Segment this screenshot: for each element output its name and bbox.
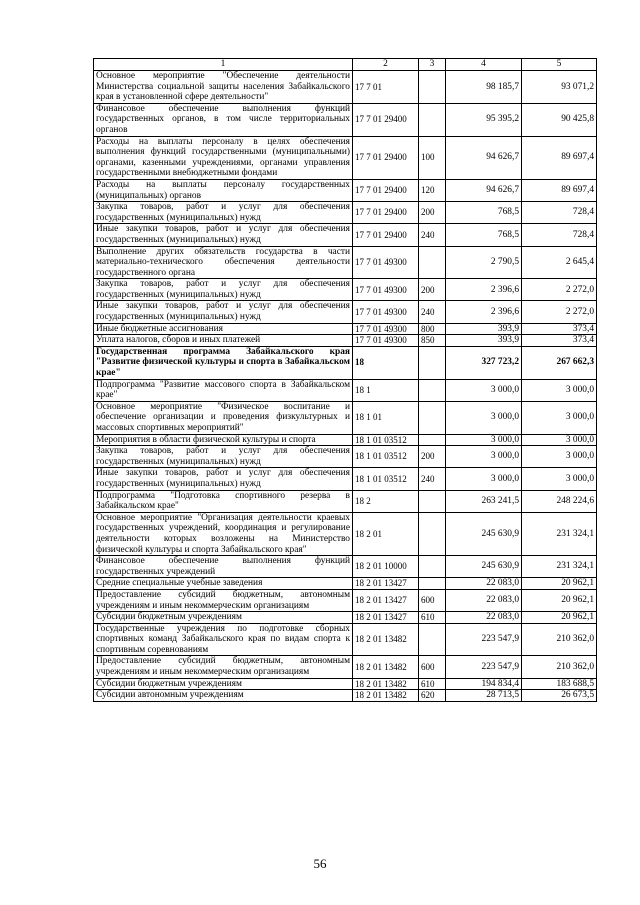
row-expense-type	[419, 556, 446, 578]
row-amount-col5: 20 962,1	[522, 589, 597, 611]
row-amount-col5: 3 000,0	[522, 434, 597, 446]
row-amount-col5: 20 962,1	[522, 612, 597, 624]
row-amount-col4: 98 185,7	[446, 71, 522, 104]
row-amount-col4: 2 396,6	[446, 301, 522, 323]
row-name: Основное мероприятие "Физическое воспитание и обеспечение организации и проведения физкультурных и массовых спортивных мероприятий"	[94, 401, 353, 434]
row-amount-col4: 768,5	[446, 202, 522, 224]
row-expense-type	[419, 103, 446, 136]
table-row	[94, 490, 597, 512]
row-name: Мероприятия в области физической культуры и спорта	[94, 434, 353, 446]
row-amount-col4: 94 626,7	[446, 179, 522, 201]
row-expense-type: 600	[419, 656, 446, 678]
row-name: Средние специальные учебные заведения	[94, 578, 353, 590]
row-amount-col5: 89 697,4	[522, 179, 597, 201]
row-expense-type: 850	[419, 335, 446, 347]
row-target-code: 18	[353, 346, 419, 379]
row-amount-col4: 3 000,0	[446, 379, 522, 401]
table-row	[94, 202, 597, 224]
row-target-code: 18 2 01 13482	[353, 678, 419, 690]
row-expense-type: 200	[419, 279, 446, 301]
row-expense-type: 610	[419, 678, 446, 690]
table-row	[94, 346, 597, 379]
row-name: Финансовое обеспечение выполнения функций государственных органов, в том числе территориальных органов	[94, 103, 353, 136]
row-amount-col5: 210 362,0	[522, 623, 597, 656]
table-row	[94, 656, 597, 678]
table-row	[94, 678, 597, 690]
row-amount-col4: 263 241,5	[446, 490, 522, 512]
row-target-code: 17 7 01 29400	[353, 136, 419, 179]
row-name: Основное мероприятие "Организация деятельности краевых государственных учреждений, координация и регулирование деятельности которых возложены на Министерство физической культуры и спорта Забайкальского края"	[94, 512, 353, 555]
row-target-code: 18 2 01 10000	[353, 556, 419, 578]
table-row	[94, 556, 597, 578]
row-amount-col4: 22 083,0	[446, 578, 522, 590]
row-target-code: 18 2 01 13482	[353, 690, 419, 702]
row-target-code: 17 7 01	[353, 71, 419, 104]
row-name: Иные закупки товаров, работ и услуг для обеспечения государственных (муниципальных) нужд	[94, 468, 353, 490]
row-expense-type	[419, 346, 446, 379]
row-expense-type: 120	[419, 179, 446, 201]
row-amount-col4: 223 547,9	[446, 623, 522, 656]
row-name: Государственная программа Забайкальского края "Развитие физической культуры и спорта в Забайкальском крае"	[94, 346, 353, 379]
row-expense-type: 600	[419, 589, 446, 611]
row-expense-type	[419, 379, 446, 401]
row-name: Субсидии автономным учреждениям	[94, 690, 353, 702]
row-amount-col4: 327 723,2	[446, 346, 522, 379]
row-amount-col5: 183 688,5	[522, 678, 597, 690]
row-amount-col5: 89 697,4	[522, 136, 597, 179]
row-amount-col5: 267 662,3	[522, 346, 597, 379]
budget-table	[93, 58, 597, 702]
row-amount-col5: 3 000,0	[522, 446, 597, 468]
row-name: Иные закупки товаров, работ и услуг для обеспечения государственных (муниципальных) нужд	[94, 224, 353, 246]
table-row	[94, 246, 597, 279]
row-amount-col4: 2 790,5	[446, 246, 522, 279]
row-name: Закупка товаров, работ и услуг для обеспечения государственных (муниципальных) нужд	[94, 202, 353, 224]
row-expense-type: 200	[419, 446, 446, 468]
row-amount-col4: 768,5	[446, 224, 522, 246]
table-row	[94, 468, 597, 490]
row-name: Уплата налогов, сборов и иных платежей	[94, 335, 353, 347]
row-name: Иные бюджетные ассигнования	[94, 323, 353, 335]
row-amount-col5: 2 272,0	[522, 279, 597, 301]
table-row	[94, 71, 597, 104]
row-amount-col4: 3 000,0	[446, 446, 522, 468]
row-amount-col4: 28 713,5	[446, 690, 522, 702]
row-target-code: 17 7 01 49300	[353, 246, 419, 279]
row-name: Государственные учреждения по подготовке сборных спортивных команд Забайкальского края по видам спорта к спортивным соревнованиям	[94, 623, 353, 656]
table-row	[94, 279, 597, 301]
row-target-code: 17 7 01 29400	[353, 103, 419, 136]
row-amount-col5: 2 272,0	[522, 301, 597, 323]
row-name: Закупка товаров, работ и услуг для обеспечения государственных (муниципальных) нужд	[94, 279, 353, 301]
table-row	[94, 301, 597, 323]
table-row	[94, 434, 597, 446]
header-col-5: 5	[522, 59, 597, 71]
row-expense-type	[419, 578, 446, 590]
row-amount-col5: 2 645,4	[522, 246, 597, 279]
row-amount-col5: 210 362,0	[522, 656, 597, 678]
row-name: Подпрограмма "Развитие массового спорта в Забайкальском крае"	[94, 379, 353, 401]
row-amount-col5: 3 000,0	[522, 468, 597, 490]
row-name: Основное мероприятие "Обеспечение деятельности Министерства социальной защиты населения Забайкальского края в установленной сфере деятельности"	[94, 71, 353, 104]
row-expense-type	[419, 490, 446, 512]
row-amount-col5: 373,4	[522, 335, 597, 347]
row-amount-col5: 26 673,5	[522, 690, 597, 702]
row-name: Субсидии бюджетным учреждениям	[94, 678, 353, 690]
header-row	[94, 59, 597, 71]
table-row	[94, 224, 597, 246]
header-col-3: 3	[419, 59, 446, 71]
row-amount-col5: 93 071,2	[522, 71, 597, 104]
row-name: Расходы на выплаты персоналу государственных (муниципальных) органов	[94, 179, 353, 201]
row-target-code: 17 7 01 49300	[353, 323, 419, 335]
row-target-code: 17 7 01 29400	[353, 202, 419, 224]
row-name: Расходы на выплаты персоналу в целях обеспечения выполнения функций государственными (муниципальными) органами, казенными учреждениями, органами управления государственными внебюджетными фондами	[94, 136, 353, 179]
table-row	[94, 323, 597, 335]
row-amount-col5: 248 224,6	[522, 490, 597, 512]
row-name: Закупка товаров, работ и услуг для обеспечения государственных (муниципальных) нужд	[94, 446, 353, 468]
row-expense-type	[419, 512, 446, 555]
row-amount-col5: 231 324,1	[522, 556, 597, 578]
table-row	[94, 179, 597, 201]
row-amount-col4: 245 630,9	[446, 512, 522, 555]
table-row	[94, 589, 597, 611]
table-row	[94, 379, 597, 401]
row-expense-type: 200	[419, 202, 446, 224]
row-target-code: 18 1 01 03512	[353, 446, 419, 468]
row-amount-col4: 94 626,7	[446, 136, 522, 179]
row-expense-type: 100	[419, 136, 446, 179]
row-amount-col5: 728,4	[522, 224, 597, 246]
header-col-2: 2	[353, 59, 419, 71]
table-row	[94, 446, 597, 468]
row-amount-col5: 3 000,0	[522, 401, 597, 434]
row-name: Субсидии бюджетным учреждениям	[94, 612, 353, 624]
row-amount-col4: 223 547,9	[446, 656, 522, 678]
row-amount-col5: 3 000,0	[522, 379, 597, 401]
row-name: Финансовое обеспечение выполнения функций государственных учреждений	[94, 556, 353, 578]
header-col-4: 4	[446, 59, 522, 71]
table-row	[94, 401, 597, 434]
row-expense-type: 620	[419, 690, 446, 702]
row-name: Иные закупки товаров, работ и услуг для обеспечения государственных (муниципальных) нужд	[94, 301, 353, 323]
row-amount-col4: 3 000,0	[446, 468, 522, 490]
row-name: Предоставление субсидий бюджетным, автономным учреждениям и иным некоммерческим организациям	[94, 589, 353, 611]
row-amount-col4: 393,9	[446, 335, 522, 347]
row-name: Предоставление субсидий бюджетным, автономным учреждениям и иным некоммерческим организациям	[94, 656, 353, 678]
row-target-code: 17 7 01 49300	[353, 279, 419, 301]
row-target-code: 17 7 01 29400	[353, 224, 419, 246]
row-target-code: 18 2 01 13427	[353, 578, 419, 590]
row-amount-col4: 22 083,0	[446, 612, 522, 624]
row-target-code: 18 1 01 03512	[353, 434, 419, 446]
row-expense-type	[419, 623, 446, 656]
row-expense-type: 240	[419, 224, 446, 246]
table-row	[94, 690, 597, 702]
row-amount-col4: 194 834,4	[446, 678, 522, 690]
row-amount-col5: 373,4	[522, 323, 597, 335]
row-target-code: 18 1	[353, 379, 419, 401]
row-expense-type	[419, 434, 446, 446]
row-target-code: 17 7 01 29400	[353, 179, 419, 201]
row-target-code: 18 2	[353, 490, 419, 512]
row-amount-col4: 95 395,2	[446, 103, 522, 136]
row-target-code: 18 1 01 03512	[353, 468, 419, 490]
row-target-code: 18 2 01 13482	[353, 656, 419, 678]
row-amount-col4: 245 630,9	[446, 556, 522, 578]
row-target-code: 18 2 01 13482	[353, 623, 419, 656]
row-amount-col4: 2 396,6	[446, 279, 522, 301]
row-expense-type: 610	[419, 612, 446, 624]
row-expense-type: 240	[419, 301, 446, 323]
row-target-code: 18 2 01 13427	[353, 589, 419, 611]
row-target-code: 17 7 01 49300	[353, 335, 419, 347]
row-name: Выполнение других обязательств государства в части материально-технического обеспечения деятельности государственного органа	[94, 246, 353, 279]
row-expense-type: 240	[419, 468, 446, 490]
row-amount-col5: 20 962,1	[522, 578, 597, 590]
row-target-code: 17 7 01 49300	[353, 301, 419, 323]
row-amount-col5: 231 324,1	[522, 512, 597, 555]
header-col-1: 1	[94, 59, 353, 71]
table-row	[94, 512, 597, 555]
table-row	[94, 103, 597, 136]
row-target-code: 18 2 01 13427	[353, 612, 419, 624]
row-expense-type	[419, 246, 446, 279]
row-expense-type: 800	[419, 323, 446, 335]
row-amount-col4: 393,9	[446, 323, 522, 335]
table-row	[94, 578, 597, 590]
table-row	[94, 623, 597, 656]
row-amount-col4: 3 000,0	[446, 401, 522, 434]
row-amount-col5: 90 425,8	[522, 103, 597, 136]
row-expense-type	[419, 71, 446, 104]
row-amount-col5: 728,4	[522, 202, 597, 224]
row-target-code: 18 1 01	[353, 401, 419, 434]
row-amount-col4: 3 000,0	[446, 434, 522, 446]
row-target-code: 18 2 01	[353, 512, 419, 555]
row-name: Подпрограмма "Подготовка спортивного резерва в Забайкальском крае"	[94, 490, 353, 512]
table-row	[94, 335, 597, 347]
table-row	[94, 612, 597, 624]
page-number: 56	[313, 856, 327, 871]
row-expense-type	[419, 401, 446, 434]
row-amount-col4: 22 083,0	[446, 589, 522, 611]
table-row	[94, 136, 597, 179]
